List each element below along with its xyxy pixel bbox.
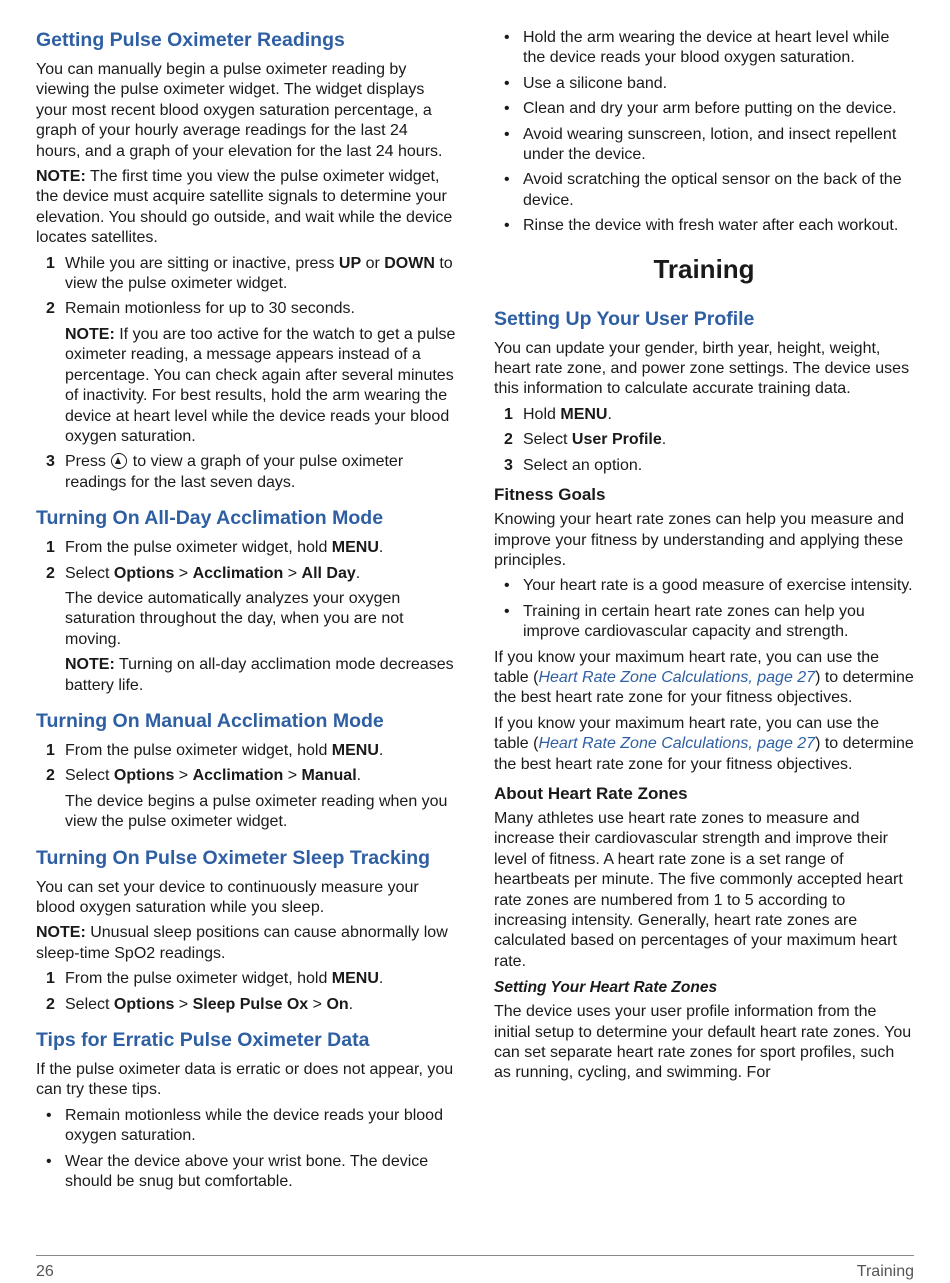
- bullet-list: [494, 576, 914, 642]
- key-down: DOWN: [384, 254, 435, 272]
- bullet-item: • Avoid wearing sunscreen, lotion, and insect repellent under the device.: [494, 125, 914, 166]
- chapter-title: Training: [653, 253, 755, 284]
- bullet-item: • Training in certain heart rate zones can help you improve cardiovascular capacity and strength.: [494, 602, 914, 643]
- paragraph: If you know your maximum heart rate, you can use the table (Heart Rate Zone Calculations, page 27) to determine the best heart rate zone for your fitness objectives.: [494, 648, 914, 707]
- bullet-list: [36, 1106, 456, 1193]
- bullet-item: • Use a silicone band.: [494, 74, 914, 94]
- bullet-item: • Rinse the device with fresh water after each workout.: [494, 216, 914, 236]
- step: 1 While you are sitting or inactive, press UP or DOWN to view the pulse oximeter widget.: [46, 254, 453, 293]
- key-up: UP: [338, 254, 362, 272]
- paragraph: You can update your gender, birth year, height, weight, heart rate zone, and power zone settings. The device uses this information to calculate accurate training data.: [494, 339, 910, 398]
- step-number: 2: [46, 995, 55, 1013]
- paragraph: Many athletes use heart rate zones to measure and increase their cardiovascular strength and improve their level of fitness. A heart rate zone is a set range of heartbeats per minute. The five commonly accepted heart rate zones are numbered from 1 to 5 according to increasing intensity. Generally, heart rate zones are calculated based on percentages of your maximum heart rate.: [494, 809, 903, 970]
- footer-divider: [36, 1255, 914, 1256]
- step-detail: The device automatically analyzes your oxygen saturation throughout the day, when you are not moving.: [65, 589, 404, 648]
- step-number: 2: [504, 431, 513, 449]
- note: NOTE: Unusual sleep positions can cause abnormally low sleep-time SpO2 readings.: [36, 924, 448, 962]
- step-number: 1: [504, 405, 513, 423]
- step: 2 Select Options > Sleep Pulse Ox > On.: [36, 995, 456, 1015]
- steps-list: [36, 254, 456, 493]
- section-heading-erratic-data-tips: Tips for Erratic Pulse Oximeter Data: [36, 1029, 370, 1052]
- step-number: 1: [46, 539, 55, 557]
- section-heading-sleep-tracking: Turning On Pulse Oximeter Sleep Tracking: [36, 846, 431, 869]
- subheading-setting-hr-zones: Setting Your Heart Rate Zones: [494, 979, 718, 997]
- step: 1 From the pulse oximeter widget, hold MENU.: [36, 741, 456, 761]
- subheading-about-hr-zones: About Heart Rate Zones: [494, 783, 688, 803]
- section-heading-manual-acclimation: Turning On Manual Acclimation Mode: [36, 709, 384, 732]
- step: 1 From the pulse oximeter widget, hold MENU.: [36, 538, 456, 558]
- cross-reference-link[interactable]: Heart Rate Zone Calculations, page 27: [538, 668, 816, 686]
- bullet-item: • Your heart rate is a good measure of exercise intensity.: [494, 576, 914, 596]
- step-number: 3: [504, 456, 513, 474]
- step: 3 Press to view a graph of your pulse oximeter readings for the last seven days.: [46, 453, 404, 491]
- right-column: [494, 28, 914, 1089]
- note-label: NOTE:: [65, 325, 115, 343]
- steps-list: [36, 969, 456, 1015]
- paragraph: If you know your maximum heart rate, you can use the table (Heart Rate Zone Calculations, page 27) to determine the best heart rate zone for your fitness objectives.: [494, 714, 914, 773]
- note: NOTE: If you are too active for the watch to get a pulse oximeter reading, a message appears instead of a percentage. You can check again after several minutes of inactivity. For best results, hold the arm wearing the device at heart level while the device reads your blood oxygen saturation.: [65, 325, 456, 445]
- paragraph: The device uses your user profile information from the initial setup to determine your default heart rate zones. You can set separate heart rate zones for sport profiles, such as running, cycling, and swimming. For: [494, 1003, 912, 1082]
- section-heading-user-profile: Setting Up Your User Profile: [494, 307, 755, 330]
- paragraph: You can manually begin a pulse oximeter reading by viewing the pulse oximeter widget. The widget displays your most recent blood oxygen saturation percentage, a graph of your hourly average readings for the last 24 hours, and a graph of your elevation for the last 24 hours.: [36, 61, 443, 160]
- step-number: 2: [46, 767, 55, 785]
- note-label: NOTE:: [65, 656, 115, 674]
- bullet-item: • Wear the device above your wrist bone. The device should be snug but comfortable.: [36, 1152, 456, 1193]
- step-number: 1: [46, 970, 55, 988]
- section-heading-all-day-acclimation: Turning On All-Day Acclimation Mode: [36, 507, 384, 530]
- step: 3 Select an option.: [494, 456, 914, 476]
- bullet-item: • Avoid scratching the optical sensor on the back of the device.: [494, 170, 914, 211]
- cross-reference-link[interactable]: Heart Rate Zone Calculations, page 27: [538, 735, 816, 753]
- steps-list: [36, 741, 456, 833]
- steps-list: [494, 405, 914, 476]
- step: 2 Select User Profile.: [494, 430, 914, 450]
- section-heading-pulse-ox-readings: Getting Pulse Oximeter Readings: [36, 29, 345, 51]
- step-number: 1: [46, 741, 55, 759]
- paragraph: You can set your device to continuously measure your blood oxygen saturation while you sleep.: [36, 878, 419, 916]
- step: 2 Select Options > Acclimation > All Day. The device automatically analyzes your oxygen saturation throughout the day, when you are not moving. NOTE: Turning on all-day acclimation mode decreases battery life.: [36, 564, 456, 696]
- note-label: NOTE:: [36, 168, 86, 186]
- step-number: 1: [46, 254, 55, 272]
- bullet-item: • Clean and dry your arm before putting on the device.: [494, 99, 914, 119]
- note-label: NOTE:: [36, 924, 86, 942]
- left-column: [36, 28, 456, 1197]
- page-number: 26: [36, 1263, 54, 1280]
- step-detail: The device begins a pulse oximeter reading when you view the pulse oximeter widget.: [65, 792, 448, 831]
- step-number: 2: [46, 300, 55, 318]
- step: 2 Remain motionless for up to 30 seconds. NOTE: If you are too active for the watch to get a pulse oximeter reading, a message appears instead of a percentage. You can check again after several minutes of inactivity. For best results, hold the arm wearing the device at heart level while the device reads your blood oxygen saturation.: [36, 299, 456, 447]
- step: 1 Hold MENU.: [494, 405, 914, 425]
- bullet-list: [494, 28, 914, 237]
- step-number: 3: [46, 453, 55, 471]
- subheading-fitness-goals: Fitness Goals: [494, 485, 606, 505]
- step-number: 2: [46, 564, 55, 582]
- note: NOTE: The first time you view the pulse oximeter widget, the device must acquire satellite signals to determine your elevation. You should go outside, and wait while the device locates satellites.: [36, 168, 453, 247]
- bullet-item: • Remain motionless while the device reads your blood oxygen saturation.: [36, 1106, 456, 1147]
- up-arrow-button-icon: [111, 453, 127, 469]
- footer-section-name: Training: [856, 1263, 914, 1280]
- note: NOTE: Turning on all-day acclimation mode decreases battery life.: [65, 656, 454, 694]
- steps-list: [36, 538, 456, 696]
- paragraph: If the pulse oximeter data is erratic or does not appear, you can try these tips.: [36, 1061, 454, 1099]
- step: 2 Select Options > Acclimation > Manual. The device begins a pulse oximeter reading when you view the pulse oximeter widget.: [36, 766, 456, 832]
- paragraph: Knowing your heart rate zones can help you measure and improve your fitness by understanding and applying these principles.: [494, 511, 905, 569]
- bullet-item: • Hold the arm wearing the device at heart level while the device reads your blood oxygen saturation.: [494, 28, 914, 69]
- step: 1 From the pulse oximeter widget, hold MENU.: [36, 969, 456, 989]
